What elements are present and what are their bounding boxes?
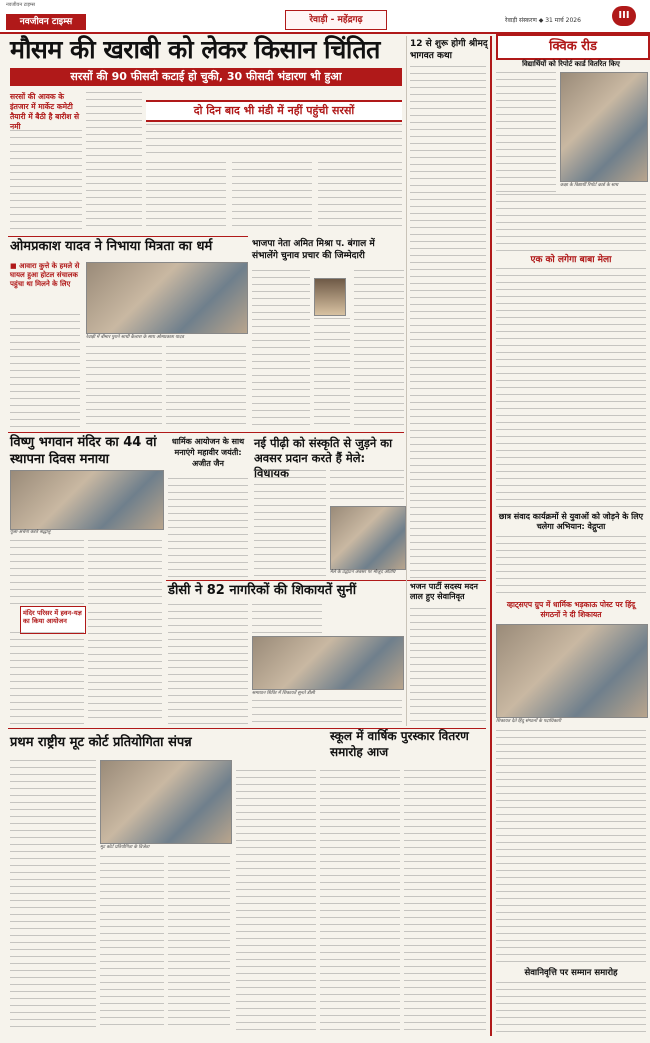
omprakash-text-a (86, 346, 162, 428)
bhajpa-text-c (354, 270, 404, 430)
dc-photo (252, 636, 404, 690)
omprakash-headline: ओमप्रकाश यादव ने निभाया मित्रता का धर्म (10, 239, 213, 254)
whatsapp-caption: शिकायत देते हिंदू संगठनों के पदाधिकारी (496, 719, 562, 724)
school-text-b (320, 770, 400, 1030)
dharmik-headline: धार्मिक आयोजन के साथ मनाएंगे महावीर जयंती: अजीत जैन (171, 437, 245, 468)
page-number: III (612, 6, 636, 26)
omprakash-left-text (10, 314, 80, 428)
bhajan-text (410, 608, 486, 724)
mandir-text-b (88, 612, 162, 724)
chhatra-headline: छात्र संवाद कार्यक्रमों से युवाओं को जोड़ने के लिए चलेगा अभियान: वेद्गुप्ता (498, 512, 644, 531)
masthead: नवजीवन टाइम्स (6, 14, 86, 30)
lead-sub-main: दो दिन बाद भी मंडी में नहीं पहुंची सरसों (146, 100, 402, 122)
nayi-pidhi-headline: नई पीढ़ी को संस्कृति से जुड़ने का अवसर प्रदान करते हैं मेले: विधायक (254, 436, 393, 480)
omprakash-photo (86, 262, 248, 334)
moot-text-a (10, 760, 96, 1030)
omprakash-text-b (166, 346, 246, 428)
mela-headline: एक को लगेगा बाबा मेला (530, 255, 612, 265)
report-card-photo (560, 72, 648, 182)
edition-location: रेवाड़ी - महेंद्रगढ़ (285, 10, 387, 30)
seva-text (496, 982, 646, 1034)
vishnu-text-b (88, 540, 162, 604)
bhagwat-headline: 12 से शुरू होगी श्रीमद् भागवत कथा (410, 39, 488, 61)
moot-caption: मूट कोर्ट प्रतियोगिता के विजेता (100, 845, 150, 850)
sidebar-title: क्विक रीड (496, 34, 650, 60)
mela-text (496, 268, 646, 508)
bhajpa-text-a (252, 270, 310, 430)
whatsapp-headline: व्हाट्सएप ग्रुप में धार्मिक भड़काऊ पोस्ट पर हिंदू संगठनों ने दी शिकायत (506, 600, 636, 619)
bhajpa-headline: भाजपा नेता अमित मिश्रा प. बंगाल में संभालेंगे चुनाव प्रचार की जिम्मेदारी (252, 239, 375, 261)
dc-text-c (252, 700, 402, 724)
bhajan-headline: भजन पार्टी सदस्य मदन लाल हुए सेवानिवृत (410, 582, 478, 601)
sidebar-text-a (496, 72, 556, 192)
header-small-title: नवजीवन टाइम्स (6, 2, 35, 8)
lead-text-a (146, 162, 226, 232)
bhagwat-text (410, 66, 486, 578)
vishnu-photo (10, 470, 164, 530)
lead-col2-text (86, 92, 142, 230)
dc-text-a (168, 604, 248, 724)
sidebar-sub: विद्यार्थियों को रिपोर्ट कार्ड वितरित किए (522, 60, 620, 68)
school-text-c (404, 770, 486, 1030)
chhatra-text (496, 536, 646, 598)
vishnu-caption: पूजा-अर्चना करते श्रद्धालु (10, 530, 51, 535)
school-text-a (236, 770, 316, 1030)
lead-headline: मौसम की खराबी को लेकर किसान चिंतित (10, 35, 380, 64)
whatsapp-text (496, 730, 646, 966)
lead-sub-left: सरसों की आवक के इंतजार में मार्केट कमेटी तैयारी में बैठी है बारीश से नमी (10, 92, 80, 131)
moot-photo (100, 760, 232, 844)
omprakash-caption: रेवाड़ी में बीमार पुराने साथी कैलाश के साथ ओमप्रकाश यादव (86, 335, 184, 340)
lead-text-c (318, 162, 402, 232)
moot-text-c (168, 856, 230, 1030)
dharmik-text (168, 478, 248, 578)
edition-date: रेवाड़ी संस्करण ◆ 31 मार्च 2026 (505, 17, 581, 24)
dc-text-b (252, 604, 322, 634)
whatsapp-photo (496, 624, 648, 718)
dc-caption: समाधान शिविर में शिकायतें सुनते डीसी (252, 691, 315, 696)
mandir-headline: मंदिर परिसर में हवन-यज्ञ का किया आयोजन (20, 606, 86, 634)
dc-headline: डीसी ने 82 नागरिकों की शिकायतें सुनीं (168, 583, 357, 598)
bhajpa-text-b (314, 318, 350, 430)
report-card-caption: कक्षा के विद्यार्थी रिपोर्ट कार्ड के साथ (560, 183, 619, 188)
seva-headline: सेवानिवृत्ति पर सम्मान समारोह (524, 968, 618, 978)
lead-strap: सरसों की 90 फीसदी कटाई हो चुकी, 30 फीसदी भंडारण भी हुआ (10, 68, 402, 86)
bhajpa-photo (314, 278, 346, 316)
lead-text-b (232, 162, 312, 232)
mela-caption: मेले के उद्घाटन अवसर पर मौजूद अतिथि (330, 570, 396, 575)
lead-main-text (146, 124, 402, 158)
sidebar-text-b (496, 194, 646, 252)
school-headline: स्कूल में वार्षिक पुरस्कार वितरण समारोह आज (330, 729, 469, 759)
mandir-text-a (10, 632, 84, 724)
nayi-pidhi-text-a (254, 470, 326, 578)
mela-photo (330, 506, 406, 570)
nayi-pidhi-text-b (330, 470, 404, 502)
omprakash-sub: ■ आवारा कुत्ते के हमले से घायल हुआ होटल संचालक पहुंचा था मिलने के लिए (10, 262, 80, 289)
vishnu-text-a (10, 540, 84, 604)
moot-headline: प्रथम राष्ट्रीय मूट कोर्ट प्रतियोगिता संपन्न (10, 735, 192, 750)
lead-left-text (10, 130, 82, 230)
moot-text-b (100, 856, 164, 1030)
vishnu-headline: विष्णु भगवान मंदिर का 44 वां स्थापना दिवस मनाया (10, 435, 157, 467)
